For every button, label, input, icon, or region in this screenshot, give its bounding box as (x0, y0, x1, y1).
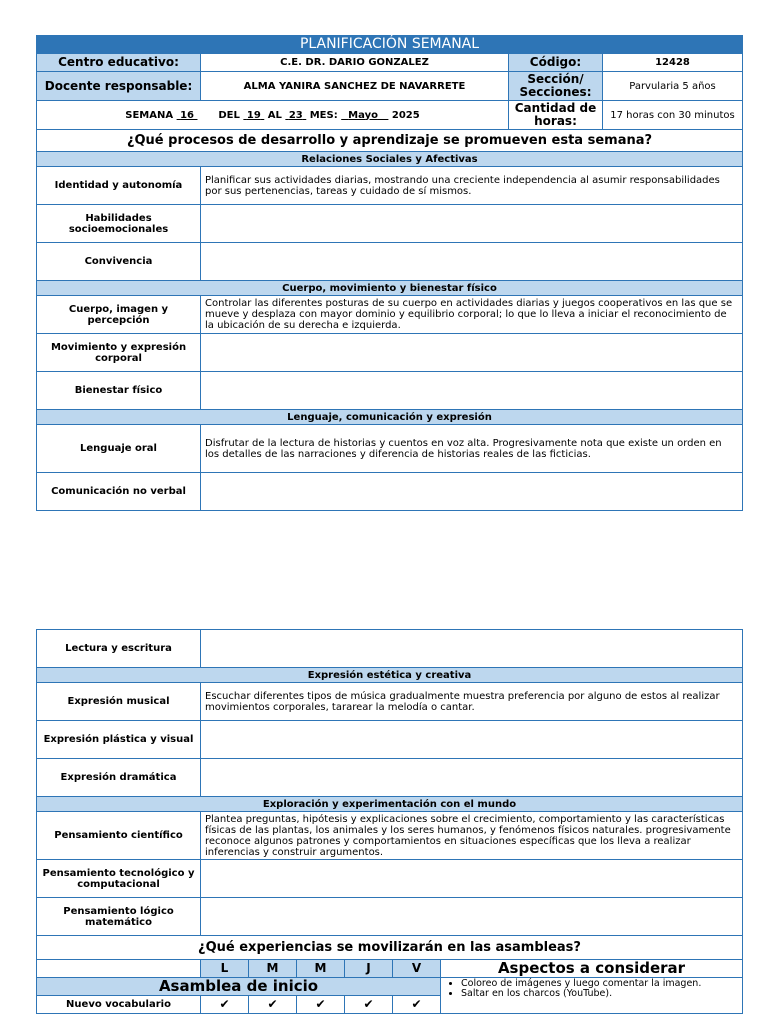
check-icon: ✔ (393, 996, 441, 1014)
aspectos-list (445, 979, 738, 999)
semana-label: SEMANA (125, 109, 174, 121)
docente-label: Docente responsable: (37, 72, 201, 101)
row-label-habilidades: Habilidades socioemocionales (37, 205, 201, 243)
row-label-comunicacion: Comunicación no verbal (37, 473, 201, 511)
aspectos-list-cell (441, 978, 743, 1014)
cantidad-value: 17 horas con 30 minutos (603, 101, 743, 130)
docente-value: ALMA YANIRA SANCHEZ DE NAVARRETE (201, 72, 509, 101)
row-text-bienestar (201, 372, 743, 410)
planning-table-page-2 (36, 629, 743, 1014)
row-label-convivencia: Convivencia (37, 243, 201, 281)
row-label-identidad: Identidad y autonomía (37, 167, 201, 205)
day-header: J (345, 960, 393, 978)
row-text-tecnologico (201, 860, 743, 898)
list-item: • Saltar en los charcos (YouTube). (461, 989, 738, 999)
row-label-tecnologico: Pensamiento tecnológico y computacional (37, 860, 201, 898)
semana-row (37, 101, 509, 130)
mes-value: Mayo (348, 109, 378, 121)
row-label-cuerpo: Cuerpo, imagen y percepción (37, 296, 201, 334)
cantidad-label: Cantidad de horas: (509, 101, 603, 130)
check-icon: ✔ (345, 996, 393, 1014)
del-label: DEL (218, 109, 240, 121)
day-header: M (249, 960, 297, 978)
seccion-label: Sección/ Secciones: (509, 72, 603, 101)
aspectos-title: Aspectos a considerar (441, 960, 743, 978)
centro-value: C.E. DR. DARIO GONZALEZ (201, 54, 509, 72)
row-text-lenguaje-oral: Disfrutar de la lectura de historias y cuentos en voz alta. Progresivamente nota que existe un orden en los detalles de las narraciones y diferencia de historias reales de las ficticias. (201, 425, 743, 473)
section-exploracion-title: Exploración y experimentación con el mundo (37, 797, 743, 812)
row-text-dramatica (201, 759, 743, 797)
list-item: • Coloreo de imágenes y luego comentar la imagen. (461, 979, 738, 989)
row-label-musical: Expresión musical (37, 683, 201, 721)
row-text-identidad: Planificar sus actividades diarias, mostrando una creciente independencia al asumir responsabilidades por sus pertenencias, tareas y cuidado de sí mismos. (201, 167, 743, 205)
mes-label: MES: (309, 109, 338, 121)
vocab-label: Nuevo vocabulario (37, 996, 201, 1014)
row-text-cientifico: Plantea preguntas, hipótesis y explicaciones sobre el crecimiento, comportamiento y las características físicas de las plantas, los animales y los seres humanos, y fenómenos físicos naturales. progresivamente reconoce algunos patrones y comportamientos en situaciones específicas que los lleva a realizar inferencias y construir argumentos. (201, 812, 743, 860)
section-cuerpo-title: Cuerpo, movimiento y bienestar físico (37, 281, 743, 296)
section-relaciones-title: Relaciones Sociales y Afectivas (37, 152, 743, 167)
section-lenguaje-title: Lenguaje, comunicación y expresión (37, 410, 743, 425)
row-text-logico (201, 898, 743, 936)
day-header: L (201, 960, 249, 978)
day-header: V (393, 960, 441, 978)
row-text-plastica (201, 721, 743, 759)
row-text-lectura (201, 630, 743, 668)
row-text-musical: Escuchar diferentes tipos de música gradualmente muestra preferencia por alguno de estos al realizar movimientos corporales, tararear la melodía o cantar. (201, 683, 743, 721)
row-label-lenguaje-oral: Lenguaje oral (37, 425, 201, 473)
row-label-cientifico: Pensamiento científico (37, 812, 201, 860)
row-text-cuerpo: Controlar las diferentes posturas de su cuerpo en actividades diarias y juegos cooperativos en las que se mueve y desplaza con mayor dominio y equilibrio corporal; lo que lo lleva a iniciar el reconocimiento de la ubicación de su derecha e izquierda. (201, 296, 743, 334)
seccion-value: Parvularia 5 años (603, 72, 743, 101)
day-header: M (297, 960, 345, 978)
check-icon: ✔ (201, 996, 249, 1014)
row-text-habilidades (201, 205, 743, 243)
codigo-value: 12428 (603, 54, 743, 72)
codigo-label: Código: (509, 54, 603, 72)
row-label-movimiento: Movimiento y expresión corporal (37, 334, 201, 372)
row-label-bienestar: Bienestar físico (37, 372, 201, 410)
centro-label: Centro educativo: (37, 54, 201, 72)
row-text-movimiento (201, 334, 743, 372)
al-value: 23 (288, 109, 303, 121)
row-label-dramatica: Expresión dramática (37, 759, 201, 797)
semana-value: 16 (180, 109, 194, 121)
row-label-lectura: Lectura y escritura (37, 630, 201, 668)
row-text-comunicacion (201, 473, 743, 511)
del-value: 19 (246, 109, 261, 121)
planning-table-page-1 (36, 35, 743, 511)
section-estetica-title: Expresión estética y creativa (37, 668, 743, 683)
al-label: AL (267, 109, 282, 121)
row-text-convivencia (201, 243, 743, 281)
check-icon: ✔ (297, 996, 345, 1014)
check-icon: ✔ (249, 996, 297, 1014)
row-label-plastica: Expresión plástica y visual (37, 721, 201, 759)
question-procesos: ¿Qué procesos de desarrollo y aprendizaje se promueven esta semana? (37, 130, 743, 152)
days-corner (37, 960, 201, 978)
row-label-logico: Pensamiento lógico matemático (37, 898, 201, 936)
question-asambleas: ¿Qué experiencias se movilizarán en las asambleas? (37, 936, 743, 960)
asamblea-inicio-title: Asamblea de inicio (37, 978, 441, 996)
year-value: 2025 (391, 109, 420, 121)
page-title: PLANIFICACIÓN SEMANAL (37, 36, 743, 54)
